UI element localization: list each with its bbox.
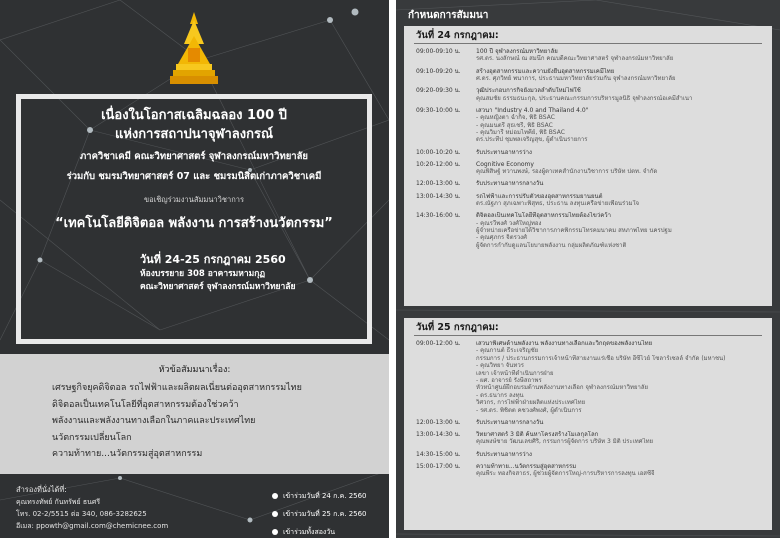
session-detail: หัวหน้าศูนย์ฝึกอบรมด้านพลังงานทางเลือก จุฬาลงกรณ์มหาวิทยาลัย xyxy=(476,384,649,392)
session-title: วุฒิประกอบการกิจยั่งมวลลำดับใหม่ไฟใช้ xyxy=(476,87,581,95)
session-title: รถไฟฟ้าและการปรับตัวของอุตสาหกรรมยานยนต์ xyxy=(476,192,603,200)
session-detail: คุณสมชัย ธรรมธนะกุล, ประธานคณะกรรมการบริหารมูลนิธิ จุฬาลงกรณ์อเคมีสำเนา xyxy=(476,94,693,102)
schedule-time: 13:00-14:30 น. xyxy=(416,431,461,438)
session-title: ความท้าทาย...นวัตกรรมสู่อุตสาหกรรม xyxy=(476,462,577,470)
session-detail: - คุณกานต์ ธีระเจริญชัย xyxy=(476,347,539,355)
schedule-time: 09:10-09:20 น. xyxy=(416,67,461,75)
register-day1-label: เข้าร่วมวันที่ 24 ก.ค. 2560 xyxy=(283,491,367,500)
bullet-icon xyxy=(272,529,278,535)
schedule-details xyxy=(476,68,764,83)
organizer-line-1: ภาควิชาเคมี คณะวิทยาศาสตร์ จุฬาลงกรณ์มหาวิทยาลัย xyxy=(79,151,309,162)
topic-item: ความท้าทาย...นวัตกรรมสู่อุตสาหกรรม xyxy=(52,449,203,459)
session-detail: ผู้จำหน่ายเครือข่ายใต้วิชาการภาคพิกรรมโทรคมนาคม สหภาพไทย นครปฐม xyxy=(476,227,672,234)
topic-item: นวัตกรรมเปลี่ยนโลก xyxy=(52,432,132,443)
day1-schedule-panel xyxy=(404,26,772,306)
session-detail: ผู้จัดการกำกับดูแลนโยบายพลังงาน กลุ่มผลิตภัณฑ์แห่งชาติ xyxy=(476,241,627,249)
topics-list xyxy=(52,380,372,463)
schedule-time: 09:30-10:00 น. xyxy=(416,106,461,114)
topic-item: เศรษฐกิจยุคดิจิตอล รถไฟฟ้าและผลิตผลเนี่ยนต่ออุตสาหกรรมไทย xyxy=(52,383,302,393)
session-detail: - คุณศุภกร จิตรวงศ์ xyxy=(476,234,527,242)
session-detail: ดร.ประทีป ชุมพลเจริญสุข, ผู้ดำเนินรายการ xyxy=(476,136,588,144)
schedule-time: 13:00-14:30 น. xyxy=(416,192,461,200)
session-detail: เลขา เจ้าหน้าที่ดำเนินการฝ่าย xyxy=(476,369,554,377)
session-detail: - ผศ. อาจารย์ รังษีสถาพร xyxy=(476,377,542,385)
contact-heading: สำรองที่นั่งได้ที่: xyxy=(16,485,67,494)
register-both-option[interactable] xyxy=(272,523,384,538)
session-title: Cognitive Economy xyxy=(476,160,534,168)
topics-heading: หัวข้อสัมมนาเรื่อง: xyxy=(158,365,231,375)
topic-item: พลังงานและพลังงานทางเลือกในภาคและประเทศไทย xyxy=(52,416,256,426)
schedule-details xyxy=(476,212,764,249)
session-detail: - คุณวิมารี หม่อมไทคีย์, พิธิ BSAC xyxy=(476,129,565,137)
schedule-details xyxy=(476,48,764,63)
schedule-details xyxy=(476,463,764,478)
session-title: เสวนาพิเศษด้านพลังงาน พลังงานทางเลือกและวิกฤตของพลังงานไทย xyxy=(476,340,653,347)
session-detail: - คุณรวีพงศ์ วงศ์ใหญ่ทอง xyxy=(476,219,542,227)
session-title: รับประทานอาหารว่าง xyxy=(476,450,532,458)
session-title: สร้างอุตสาหกรรมและความยั่งยืนอุตสาหกรรมเคมีไทย xyxy=(476,67,615,75)
seminar-date: วันที่ 24-25 กรกฎาคม 2560 xyxy=(140,253,286,266)
schedule-heading: กำหนดการสัมมนา xyxy=(408,10,489,21)
session-detail: - คุณหญิงตา ฉ่ำกิจ, พิธิ BSAC xyxy=(476,114,555,122)
seminar-faculty: คณะวิทยาศาสตร์ จุฬาลงกรณ์มหาวิทยาลัย xyxy=(140,282,296,292)
schedule-time: 14:30-15:00 น. xyxy=(416,450,461,458)
session-detail: ดร.ณัฐภา สุภเฉพาะพิสุทธ, ประธาน ลงทุนเครือข่ายเพื่อนร่วมใจ xyxy=(476,200,640,207)
session-detail: - ดร.ธนากร ลงทุน xyxy=(476,391,524,399)
schedule-details xyxy=(476,87,764,102)
session-detail: กรรมการ / ประธานกรรมการเจ้าหน้าที่สายงานแร่เชื้อ บริษัท อีซี่ไวย์ โซลาร์เซลล์ จำกัด (มหาชน) xyxy=(476,354,726,362)
topic-item: ดิจิตอลเป็นเทคโนโลยีที่อุตสาหกรรมต้องใช่วคว้า xyxy=(52,399,239,410)
schedule-details xyxy=(476,431,764,446)
schedule-time: 12:00-13:00 น. xyxy=(416,180,461,188)
seminar-title: “เทคโนโลยีดิจิตอล พลังงาน การสร้างนวัตกรรม” xyxy=(55,216,333,231)
contact-email: อีเมล: ppowth@gmail.com@chemicnee.com xyxy=(16,522,169,530)
session-detail: วิศวกร, การไฟฟ้าฝ่ายผลิตแห่งประเทศไทย xyxy=(476,399,586,407)
session-title: 100 ปี จุฬาลงกรณ์มหาวิทยาลัย xyxy=(476,48,558,55)
schedule-details xyxy=(476,107,764,144)
session-detail: - รศ.ดร. พิชิตต คชวงศ์พงศ์, ผู้ดำเนินการ xyxy=(476,406,582,414)
bullet-icon xyxy=(272,511,278,517)
session-title: เสวนา "Industry 4.0 and Thailand 4.0" xyxy=(476,106,589,114)
schedule-time: 15:00-17:00 น. xyxy=(416,462,461,470)
register-both-label: เข้าร่วมทั้งสองวัน xyxy=(283,527,336,536)
register-day1-option[interactable] xyxy=(272,487,384,505)
bullet-icon xyxy=(272,493,278,499)
schedule-details xyxy=(476,451,764,458)
session-title: รับประทานอาหารกลางวัน xyxy=(476,180,544,188)
session-detail: - คุณมนตรี สุธเชรี, พิธิ BSAC xyxy=(476,121,553,129)
session-detail: - คุณวิทยา จันทวร xyxy=(476,362,524,370)
session-detail: คุณพงษ์ชาย วัฒนเลขศิริ, กรรมการผู้จัดการ บริษัท 3 มิติ ประเทศไทย xyxy=(476,438,654,446)
session-title: ดิจิตอลเป็นเทคโนโลยีที่อุตสาหกรรมไทยต้องไขว่คว้า xyxy=(476,212,611,220)
date-venue-block xyxy=(140,250,360,294)
seminar-title-block xyxy=(28,106,360,233)
day1-heading: วันที่ 24 กรกฎาคม: xyxy=(416,30,499,41)
register-day2-option[interactable] xyxy=(272,505,384,523)
schedule-time: 10:20-12:00 น. xyxy=(416,160,461,168)
session-title: รับประทานอาหารกลางวัน xyxy=(476,418,544,426)
schedule-details xyxy=(476,193,764,208)
schedule-time: 09:20-09:30 น. xyxy=(416,87,461,95)
session-detail: คุณพีระ ทองกิจสาธร, ผู้ช่วยผู้จัดการใหญ่-การบริหารการลงทุน เอสซีจี xyxy=(476,470,655,478)
session-detail: ศ.ดร. ศุภวิทย์ พนาการ, ประธานมหาวิทยาลัยร่วมกัน จุฬาลงกรณ์มหาวิทยาลัย xyxy=(476,75,676,82)
schedule-time: 10:00-10:20 น. xyxy=(416,148,461,156)
schedule-time: 09:00-12:00 น. xyxy=(416,340,461,347)
divider xyxy=(414,43,762,44)
schedule-details xyxy=(476,180,764,187)
schedule-details xyxy=(476,149,764,156)
divider xyxy=(414,335,762,336)
organizer-line-2: ร่วมกับ ชมรมวิทยาศาสตร์ 07 และ ชมรมนิสิตเก่าภาควิชาเคมี xyxy=(66,171,322,182)
contact-phone: โทร. 02-2/5515 ต่อ 340, 086-3282625 xyxy=(16,510,147,518)
day2-schedule-panel xyxy=(404,318,772,530)
title-line-1: เนื่องในโอกาสเฉลิมฉลอง 100 ปี xyxy=(101,108,287,123)
schedule-details xyxy=(476,161,764,176)
title-line-2: แห่งการสถาปนาจุฬาลงกรณ์ xyxy=(114,127,274,142)
session-title: รับประทานอาหารว่าง xyxy=(476,148,532,156)
schedule-details xyxy=(476,419,764,426)
poster-left-panel xyxy=(0,0,389,538)
day2-heading: วันที่ 25 กรกฎาคม: xyxy=(416,322,499,333)
session-detail: รศ.ดร. นงลักษณ์ ณ สมนึก คณบดีคณะวิทยาศาสตร์ จุฬาลงกรณ์มหาวิทยาลัย xyxy=(476,55,674,63)
schedule-details xyxy=(476,340,764,414)
poster-right-panel xyxy=(396,0,780,538)
invite-text: ขอเชิญร่วมงานสัมมนาวิชาการ xyxy=(144,195,244,204)
seminar-venue: ห้องบรรยาย 308 อาคารมหามกุฏ xyxy=(140,269,266,279)
contact-block xyxy=(16,484,196,532)
registration-options xyxy=(272,487,384,538)
chula-emblem-icon xyxy=(166,10,222,88)
session-detail: คุณพิสิษฐ์ ทวานพงษ์, รองผู้ตาเทคสำนักงานวิชาการ บริษัท ปตท. จำกัด xyxy=(476,168,658,176)
schedule-time: 12:00-13:00 น. xyxy=(416,418,461,426)
schedule-time: 14:30-16:00 น. xyxy=(416,212,461,220)
contact-name: คุณทรงทัพย์ กันทรัพย์ ธนศรี xyxy=(16,498,101,506)
schedule-time: 09:00-09:10 น. xyxy=(416,48,461,55)
register-day2-label: เข้าร่วมวันที่ 25 ก.ค. 2560 xyxy=(283,509,367,518)
session-title: วิทยาศาสตร์ 3 มิติ ค้นหาโครงสร้างโมเลกุลโลก xyxy=(476,431,599,438)
